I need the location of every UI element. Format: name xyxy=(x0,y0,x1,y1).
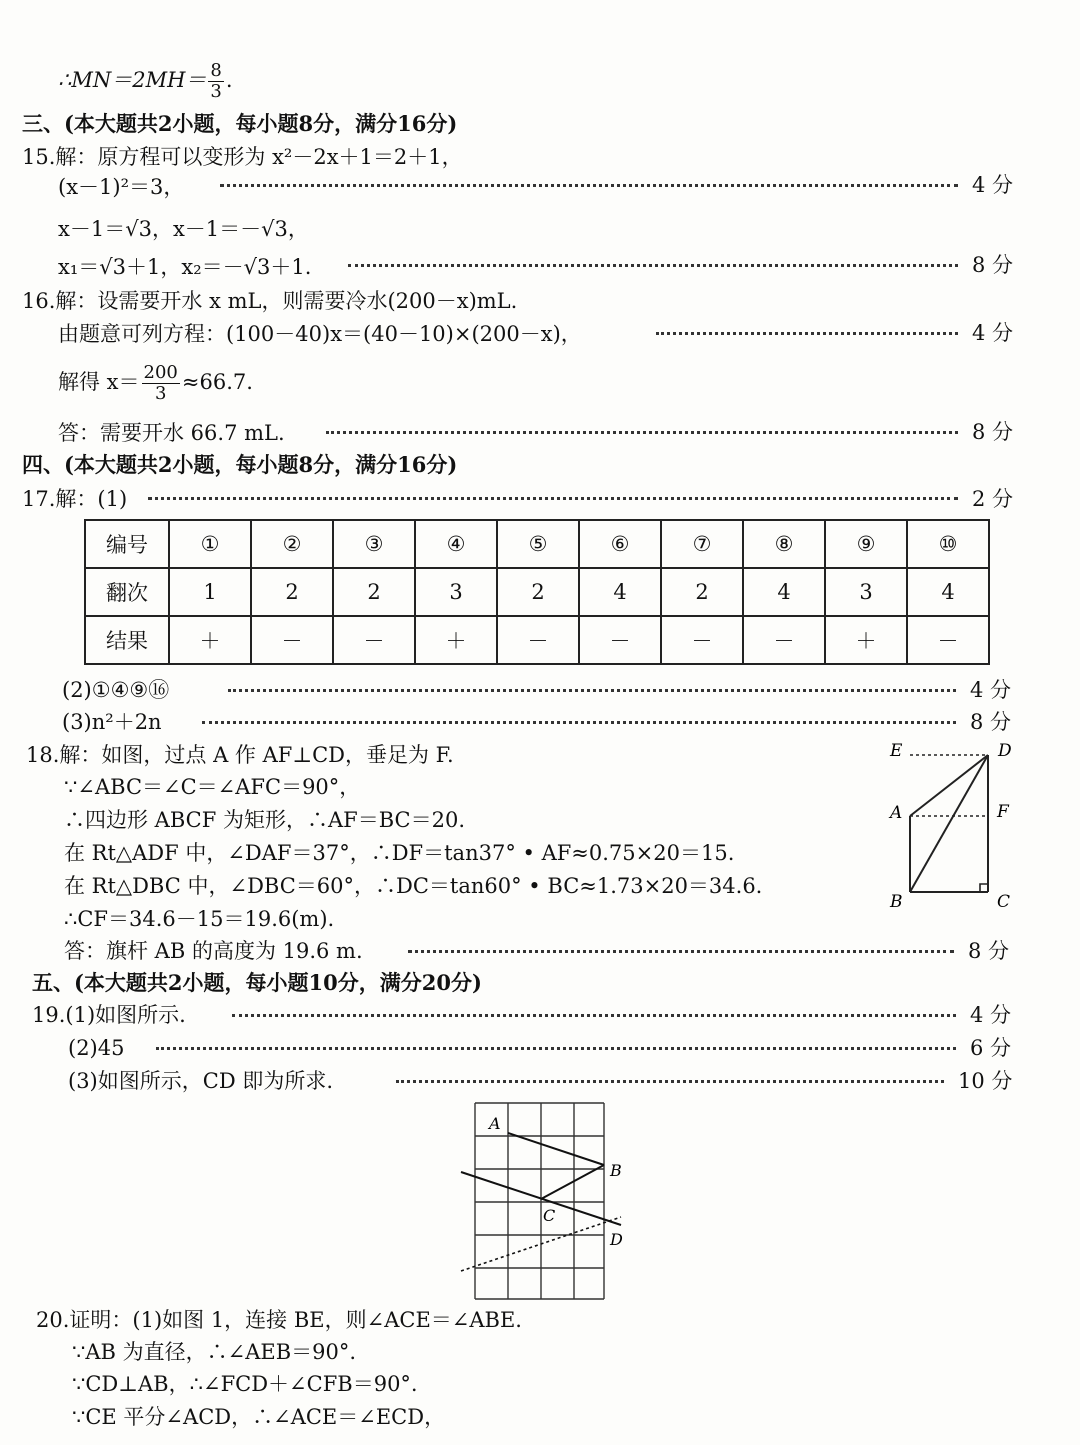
section-3-heading: 三、(本大题共2小题，每小题8分，满分16分) xyxy=(22,111,458,136)
label-c: C xyxy=(997,892,1011,912)
table-cell: ⑥ xyxy=(579,520,661,568)
table-cell: ⑩ xyxy=(907,520,989,568)
table-cell: ⑦ xyxy=(661,520,743,568)
q17-line1: 17.解：(1) xyxy=(22,487,128,511)
q18-line4: 在 Rt△ADF 中，∠DAF＝37°，∴DF＝tan37° • AF≈0.75×20＝15. xyxy=(64,841,735,865)
q19-line1: 19.(1)如图所示. xyxy=(32,1003,186,1027)
table-cell: － xyxy=(743,616,825,664)
row-label: 编号 xyxy=(85,520,169,568)
mn-result-line: ∴MN＝2MH＝ $\frac{8}{3}$ . xyxy=(58,60,233,102)
leader-dots xyxy=(348,264,958,267)
table-cell: ＋ xyxy=(825,616,907,664)
score-label: 4 分 xyxy=(972,173,1014,197)
q20-line2: ∵AB 为直径，∴∠AEB＝90°. xyxy=(72,1340,357,1364)
score-label: 4 分 xyxy=(970,678,1012,702)
table-cell: ＋ xyxy=(169,616,251,664)
score-label: 6 分 xyxy=(970,1036,1012,1060)
label-d: D xyxy=(610,1230,623,1249)
table-cell: 1 xyxy=(169,568,251,616)
leader-dots xyxy=(408,950,954,953)
q20-line3: ∵CD⊥AB，∴∠FCD＋∠CFB＝90°. xyxy=(72,1372,418,1396)
label-a: A xyxy=(890,803,903,823)
table-row xyxy=(85,616,989,664)
q15-line3: x－1＝√3，x－1＝－√3， xyxy=(58,217,309,241)
mn-fraction: $\frac{8}{3}$ xyxy=(210,60,222,102)
table-row xyxy=(85,568,989,616)
q20-line1: 20.证明：(1)如图 1，连接 BE，则∠ACE＝∠ABE. xyxy=(36,1308,522,1332)
table-cell: ⑨ xyxy=(825,520,907,568)
label-d: D xyxy=(998,741,1012,761)
leader-dots xyxy=(148,497,958,500)
q16-fraction: $\frac{200}{3}$ xyxy=(143,362,178,404)
score-label: 8 分 xyxy=(968,939,1010,963)
q20-line4: ∵CE 平分∠ACD，∴∠ACE＝∠ECD， xyxy=(72,1405,446,1429)
leader-dots xyxy=(396,1080,944,1083)
table-cell: 3 xyxy=(415,568,497,616)
table-row xyxy=(85,520,989,568)
leader-dots xyxy=(656,332,958,335)
table-cell: 2 xyxy=(251,568,333,616)
q18-line3: ∴四边形 ABCF 为矩形，∴AF＝BC＝20. xyxy=(64,808,465,832)
row-label: 翻次 xyxy=(85,568,169,616)
table-cell: － xyxy=(251,616,333,664)
q18-line7: 答：旗杆 AB 的高度为 19.6 m. xyxy=(64,939,363,963)
table-cell: － xyxy=(579,616,661,664)
table-cell: ⑤ xyxy=(497,520,579,568)
table-cell: － xyxy=(661,616,743,664)
table-cell: － xyxy=(333,616,415,664)
q16-line2: 由题意可列方程：(100－40)x＝(40－10)×(200－x)， xyxy=(58,322,582,346)
table-cell: 4 xyxy=(907,568,989,616)
row-label: 结果 xyxy=(85,616,169,664)
label-b: B xyxy=(890,892,903,912)
score-label: 8 分 xyxy=(970,710,1012,734)
table-cell: ⑧ xyxy=(743,520,825,568)
table-cell: － xyxy=(497,616,579,664)
q19-line2: (2)45 xyxy=(68,1036,125,1060)
q19-line3: (3)如图所示，CD 即为所求. xyxy=(68,1069,334,1093)
score-label: 2 分 xyxy=(972,487,1014,511)
table-cell: ④ xyxy=(415,520,497,568)
score-label: 10 分 xyxy=(958,1069,1013,1093)
table-cell: ② xyxy=(251,520,333,568)
q18-line2: ∵∠ABC＝∠C＝∠AFC＝90°， xyxy=(64,775,361,799)
q16-line1: 16.解：设需要开水 x mL，则需要冷水(200－x)mL. xyxy=(22,289,518,313)
score-label: 8 分 xyxy=(972,420,1014,444)
leader-dots xyxy=(228,689,956,692)
q18-line5: 在 Rt△DBC 中，∠DBC＝60°，∴DC＝tan60° • BC≈1.73×20＝34.6. xyxy=(64,874,763,898)
q17-part3: (3)n²＋2n xyxy=(62,710,162,734)
table-cell: 2 xyxy=(661,568,743,616)
q15-line2: (x－1)²＝3， xyxy=(58,175,185,199)
q17-part2: (2)①④⑨⑯ xyxy=(62,678,170,702)
q16-line4: 答：需要开水 66.7 mL. xyxy=(58,421,285,445)
label-e: E xyxy=(890,741,903,761)
grid-figure xyxy=(455,1095,635,1305)
leader-dots xyxy=(156,1047,956,1050)
label-a: A xyxy=(489,1114,501,1133)
table-cell: ③ xyxy=(333,520,415,568)
table-cell: ① xyxy=(169,520,251,568)
q15-line1: 15.解：原方程可以变形为 x²－2x＋1＝2＋1， xyxy=(22,145,463,169)
label-c: C xyxy=(543,1206,556,1225)
table-cell: 3 xyxy=(825,568,907,616)
q15-line4: x₁＝√3＋1，x₂＝－√3＋1. xyxy=(58,255,312,279)
leader-dots xyxy=(326,431,958,434)
leader-dots xyxy=(232,1014,956,1017)
table-cell: － xyxy=(907,616,989,664)
q18-line6: ∴CF＝34.6－15＝19.6(m). xyxy=(64,907,335,931)
table-cell: 4 xyxy=(743,568,825,616)
section-5-heading: 五、(本大题共2小题，每小题10分，满分20分) xyxy=(32,970,482,995)
q18-line1: 18.解：如图，过点 A 作 AF⊥CD，垂足为 F. xyxy=(26,743,454,767)
table-cell: 2 xyxy=(333,568,415,616)
table-cell: ＋ xyxy=(415,616,497,664)
table-cell: 2 xyxy=(497,568,579,616)
label-b: B xyxy=(610,1161,622,1180)
flip-results-table xyxy=(84,519,990,665)
flagpole-figure xyxy=(880,735,1030,915)
label-f: F xyxy=(997,802,1009,822)
score-label: 4 分 xyxy=(972,321,1014,345)
section-4-heading: 四、(本大题共2小题，每小题8分，满分16分) xyxy=(22,452,458,477)
leader-dots xyxy=(220,184,958,187)
score-label: 4 分 xyxy=(970,1003,1012,1027)
table-cell: 4 xyxy=(579,568,661,616)
leader-dots xyxy=(202,721,956,724)
score-label: 8 分 xyxy=(972,253,1014,277)
q16-line3: 解得 x＝ $\frac{200}{3}$ ≈66.7. xyxy=(58,362,253,404)
